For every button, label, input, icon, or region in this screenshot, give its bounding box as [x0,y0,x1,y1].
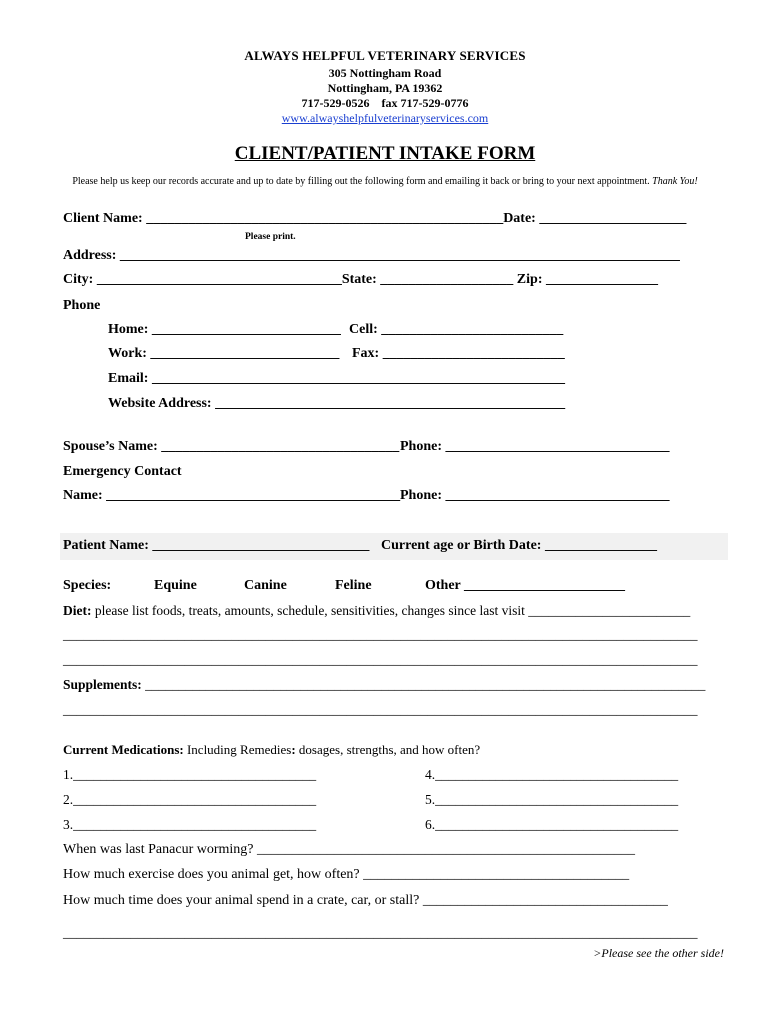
other-side-note: >Please see the other side! [593,946,724,960]
diet-label: Diet: [63,603,92,618]
cell-phone-field[interactable]: Cell: __________________________ [349,322,564,337]
website-field[interactable]: Website Address: __________________________________________________ [108,396,566,411]
medications-text: Including Remedies [186,742,292,757]
medications-rest: dosages, strengths, and how often? [295,742,481,757]
email-field[interactable]: Email: ___________________________________________________________ [108,371,565,386]
medications-colon: : [291,742,296,757]
species-canine-option[interactable]: Canine [244,578,287,593]
intro-text: Please help us keep our records accurate and up to date by filling out the following form and emailing it back or bring to your next appointment. [72,176,650,187]
supplements-label: Supplements: [63,677,142,692]
client-name-field[interactable]: Client Name: ___________________________________________________Date: _____________________ [63,211,687,226]
species-label: Species: [63,578,112,593]
medication-item-6[interactable]: 6.____________________________________ [425,817,679,832]
medication-item-1[interactable]: 1.____________________________________ [63,767,317,782]
form-intro [0,176,770,187]
species-feline-option[interactable]: Feline [335,578,372,593]
diet-blank-line-2[interactable]: ______________________________________________________________________________________________ [63,652,698,667]
address-field[interactable]: Address: ________________________________________________________________________________ [63,248,680,263]
please-print-note: Please print. [245,232,296,242]
intro-thanks: Thank You! [652,176,698,187]
panacur-field[interactable]: When was last Panacur worming? ______________________________________________________ [63,842,635,857]
address-line-2: Nottingham, PA 19362 [327,81,443,95]
medication-item-3[interactable]: 3.____________________________________ [63,817,317,832]
org-name: ALWAYS HELPFUL VETERINARY SERVICES [244,48,526,63]
diet-blank-line-1[interactable]: ______________________________________________________________________________________________ [63,627,698,642]
diet-field[interactable] [63,603,690,619]
supplements-line: ___________________________________________________________________________________ [145,677,706,692]
fax-field[interactable]: Fax: __________________________ [352,346,565,361]
emergency-phone-field[interactable]: Phone: ________________________________ [400,488,670,503]
spouse-phone-field[interactable]: Phone: ________________________________ [400,439,670,454]
exercise-field[interactable]: How much exercise does you animal get, how often? ______________________________________ [63,867,630,882]
work-phone-field[interactable]: Work: ___________________________ [108,346,340,361]
diet-text: please list foods, treats, amounts, schedule, sensitivities, changes since last visit ________________________ [94,603,691,618]
species-equine-option[interactable]: Equine [154,578,197,593]
phone-label: Phone [63,298,101,313]
address-line-1: 305 Nottingham Road [328,66,442,80]
medication-item-5[interactable]: 5.____________________________________ [425,792,679,807]
species-other-field[interactable]: Other _______________________ [425,578,626,593]
city-state-zip-field[interactable]: City: ___________________________________State: ___________________ Zip: ________________ [63,272,658,287]
crate-time-field[interactable]: How much time does your animal spend in a crate, car, or stall? ___________________________________ [63,893,668,908]
final-blank-line[interactable]: ______________________________________________________________________________________________ [63,925,698,940]
medication-item-2[interactable]: 2.____________________________________ [63,792,317,807]
spouse-name-field[interactable]: Spouse’s Name: __________________________________ [63,439,400,454]
medication-item-4[interactable]: 4.____________________________________ [425,767,679,782]
age-birthdate-field[interactable]: Current age or Birth Date: ________________ [381,538,657,553]
patient-name-field[interactable]: Patient Name: _______________________________ [63,538,370,553]
phone-fax-line: 717-529-0526 fax 717-529-0776 [301,96,469,110]
home-phone-field[interactable]: Home: ___________________________ [108,322,341,337]
supplements-field[interactable] [63,677,705,693]
medications-heading [63,742,480,758]
emergency-name-field[interactable]: Name: __________________________________________ [63,488,401,503]
form-title: CLIENT/PATIENT INTAKE FORM [234,143,536,164]
supplements-blank-line[interactable]: ______________________________________________________________________________________________ [63,702,698,717]
website-link[interactable]: www.alwayshelpfulveterinaryservices.com [281,111,489,125]
emergency-contact-label: Emergency Contact [63,464,182,479]
medications-label: Current Medications: [63,742,184,757]
